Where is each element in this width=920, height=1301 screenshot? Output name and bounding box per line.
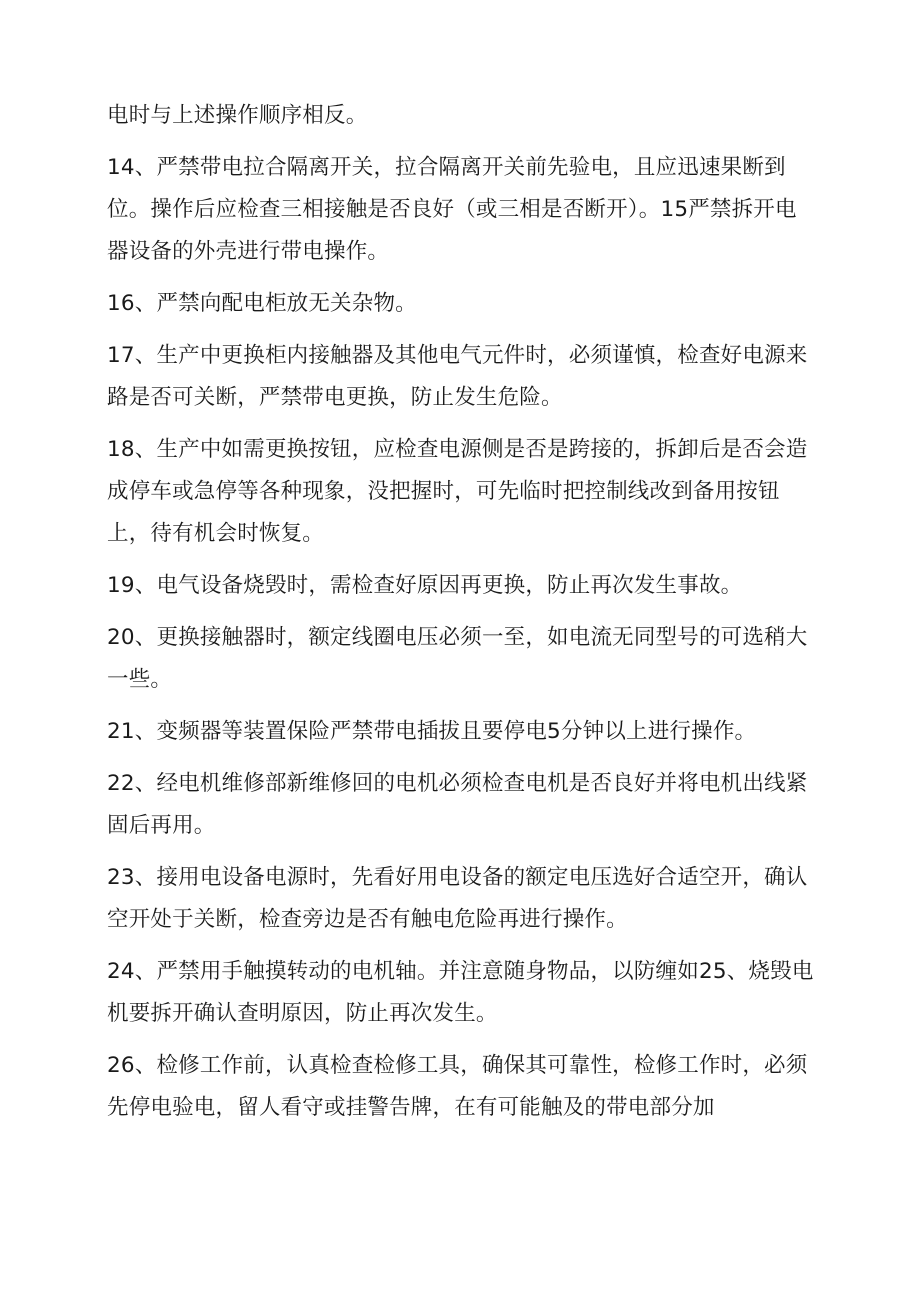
paragraph-item-24: 24、严禁用手触摸转动的电机轴。并注意随身物品，以防缠如25、烧毁电机要拆开确认查明原因，防止再次发生。 <box>107 959 814 1026</box>
paragraph-item-16: 16、严禁向配电柜放无关杂物。 <box>107 291 417 316</box>
paragraph-item-26: 26、检修工作前，认真检查检修工具，确保其可靠性，检修工作时，必须先停电验电，留人看守或挂警告牌，在有可能触及的带电部分加 <box>107 1053 808 1120</box>
paragraph-item-22: 22、经电机维修部新维修回的电机必须检查电机是否良好并将电机出线紧固后再用。 <box>107 771 808 838</box>
paragraph-item-14: 14、严禁带电拉合隔离开关，拉合隔离开关前先验电，且应迅速果断到位。操作后应检查三相接触是否良好（或三相是否断开）。15严禁拆开电器设备的外壳进行带电操作。 <box>107 155 797 264</box>
paragraph-item-21: 21、变频器等装置保险严禁带电插拔且要停电5分钟以上进行操作。 <box>107 719 757 744</box>
paragraph-item-18: 18、生产中如需更换按钮，应检查电源侧是否是跨接的，拆卸后是否会造成停车或急停等各种现象，没把握时，可先临时把控制线改到备用按钮上，待有机会时恢复。 <box>107 437 808 546</box>
paragraph-item-23: 23、接用电设备电源时，先看好用电设备的额定电压选好合适空开，确认空开处于关断，检查旁边是否有触电危险再进行操作。 <box>107 865 808 932</box>
paragraph-item-17: 17、生产中更换柜内接触器及其他电气元件时，必须谨慎，检查好电源来路是否可关断，严禁带电更换，防止发生危险。 <box>107 343 808 410</box>
paragraph-item-20: 20、更换接触器时，额定线圈电压必须一至，如电流无同型号的可选稍大一些。 <box>107 625 808 692</box>
document-body <box>107 95 817 1139</box>
paragraph-item-19: 19、电气设备烧毁时，需检查好原因再更换，防止再次发生事故。 <box>107 573 743 598</box>
paragraph-continuation: 电时与上述操作顺序相反。 <box>107 103 368 128</box>
